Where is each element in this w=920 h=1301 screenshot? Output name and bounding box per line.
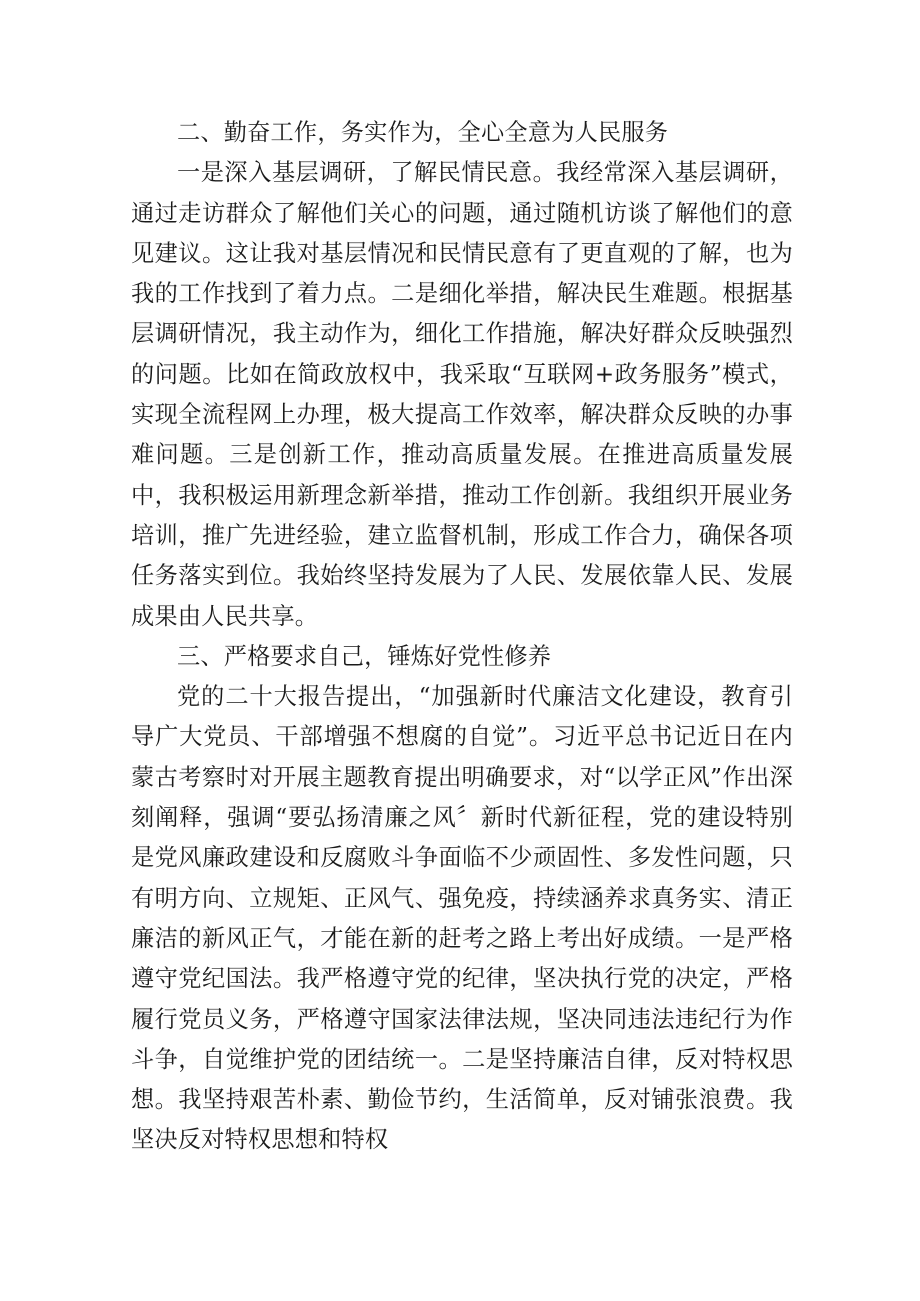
section-2-heading: 二、勤奋工作，务实作为，全心全意为人民服务 — [177, 119, 669, 146]
section-2-paragraph: 一是深入基层调研，了解民情民意。我经常深入基层调研，通过走访群众了解他们关心的问题，通过随机访谈了解他们的意见建议。这让我对基层情况和民情民意有了更直观的了解，也为我的工作找到了着力点。二是细化举措，解决民生难题。根据基层调研情况，我主动作为，细化工作措施，解决好群众反映强烈的问题。比如在简政放权中，我采取“互联网+政务服务”模式，实现全流程网上办理，极大提高工作效率，解决群众反映的办事难问题。三是创新工作，推动高质量发展。在推进高质量发展中，我积极运用新理念新举措，推动工作创新。我组织开展业务培训，推广先进经验，建立监督机制，形成工作合力，确保各项任务落实到位。我始终坚持发展为了人民、发展依靠人民、发展成果由人民共享。 — [131, 159, 793, 630]
document-page — [131, 113, 793, 1161]
section-3-paragraph: 党的二十大报告提出，“加强新时代廉洁文化建设，教育引导广大党员、干部增强不想腐的自觉”。习近平总书记近日在内蒙古考察时对开展主题教育提出明确要求，对“以学正风”作出深刻阐释，强调“要弘扬清廉之风〞新时代新征程，党的建设特别是党风廉政建设和反腐败斗争面临不少顽固性、多发性问题，只有明方向、立规矩、正风气、强免疫，持续涵养求真务实、清正廉洁的新风正气，才能在新的赶考之路上考出好成绩。一是严格遵守党纪国法。我严格遵守党的纪律，坚决执行党的决定，严格履行党员义务，严格遵守国家法律法规，坚决同违法违纪行为作斗争，自觉维护党的团结统一。二是坚持廉洁自律，反对特权思想。我坚持艰苦朴素、勤俭节约，生活简单，反对铺张浪费。我坚决反对特权思想和特权 — [131, 683, 793, 1154]
section-3-heading: 三、严格要求自己，锤炼好党性修养 — [177, 642, 552, 670]
